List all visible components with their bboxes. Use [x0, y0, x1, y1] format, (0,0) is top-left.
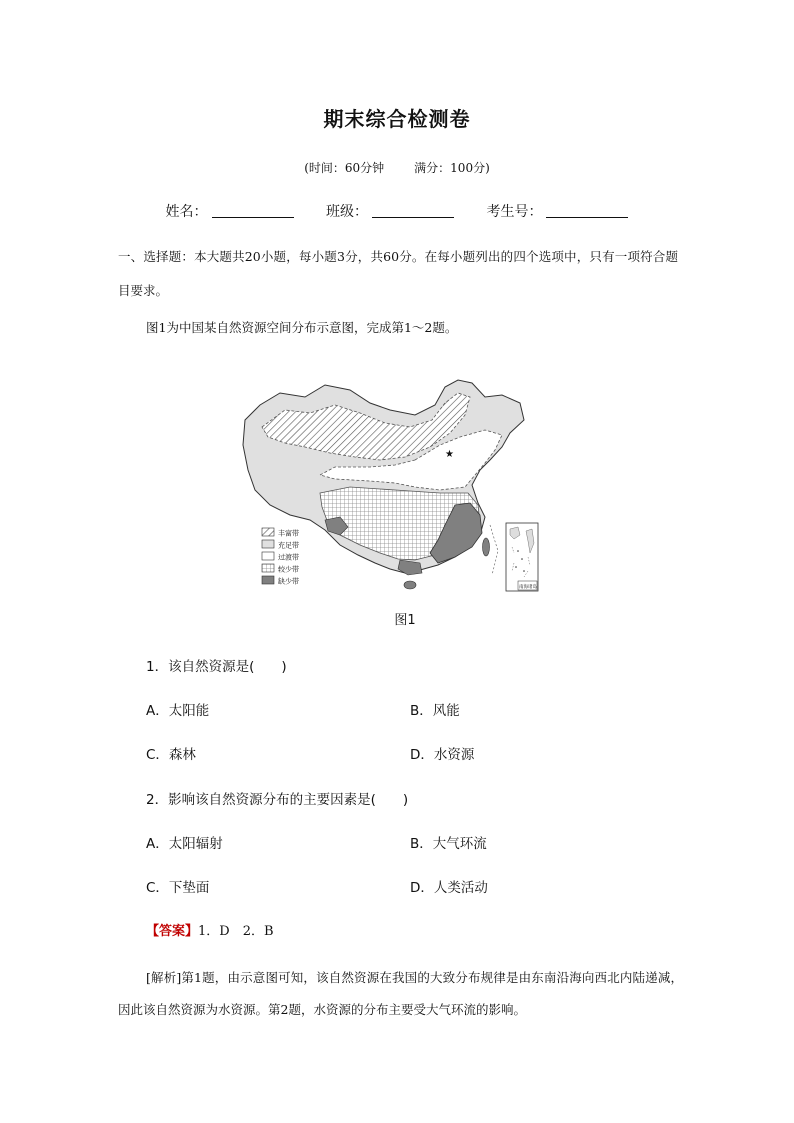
answer-tag: 【答案】	[146, 924, 199, 939]
legend-swatch-rich	[262, 528, 274, 536]
legend-swatch-sufficient	[262, 540, 274, 548]
analysis-text: [解析]第1题，由示意图可知，该自然资源在我国的大致分布规律是由东南沿海向西北内陆递减，因此该自然资源为水资源。第2题，水资源的分布主要受大气环流的影响。	[118, 970, 683, 1017]
q1-option-b[interactable]: B．风能	[410, 703, 460, 719]
name-blank[interactable]	[212, 217, 294, 218]
legend-swatch-transition	[262, 552, 274, 560]
legend-label-sufficient: 充足带	[278, 541, 299, 550]
legend-label-rich: 丰富带	[278, 529, 299, 538]
question-2-stem: 2．影响该自然资源分布的主要因素是( )	[146, 792, 409, 808]
exam-number-label: 考生号：	[486, 204, 543, 220]
student-info-fields	[0, 201, 794, 221]
q2-option-d[interactable]: D．人类活动	[410, 880, 488, 896]
exam-number-blank[interactable]	[546, 217, 628, 218]
south-china-sea-inset	[506, 523, 538, 591]
name-label: 姓名：	[165, 204, 208, 220]
name-field[interactable]	[166, 201, 294, 221]
legend-swatch-lacking	[262, 576, 274, 584]
map-taiwan	[483, 538, 490, 556]
section-heading: 一、选择题：本大题共20小题，每小题3分，共60分。在每小题列出的四个选项中，只有一项符合题目要求。	[118, 249, 678, 298]
class-label: 班级：	[326, 204, 368, 220]
q2-option-a[interactable]: A．太阳辐射	[146, 836, 223, 852]
question-1-stem: 1．该自然资源是( )	[146, 659, 287, 675]
exam-time: (时间：60分钟	[304, 161, 385, 175]
q2-option-b[interactable]: B．大气环流	[410, 836, 487, 852]
question-intro: 图1为中国某自然资源空间分布示意图，完成第1～2题。	[146, 320, 458, 335]
answer-line	[146, 920, 274, 939]
inset-label: 南海诸岛	[519, 585, 537, 590]
china-resource-map	[240, 375, 540, 597]
answer-text: 1．D 2．B	[198, 924, 274, 939]
legend-label-lacking: 缺少带	[278, 577, 299, 586]
exam-number-field[interactable]	[486, 201, 628, 221]
legend-swatch-less	[262, 564, 274, 572]
q1-option-a[interactable]: A．太阳能	[146, 703, 210, 719]
capital-star-icon: ★	[445, 449, 454, 460]
map-legend	[262, 528, 299, 586]
class-field[interactable]	[326, 201, 454, 221]
q2-option-c[interactable]: C．下垫面	[146, 880, 210, 896]
map-hainan	[404, 581, 416, 589]
figure-caption: 图1	[394, 613, 416, 628]
exam-info	[0, 159, 794, 176]
legend-label-less: 较少带	[278, 565, 299, 574]
legend-label-transition: 过渡带	[278, 553, 299, 562]
q1-option-c[interactable]: C．森林	[146, 747, 196, 763]
q1-option-d[interactable]: D．水资源	[410, 747, 475, 763]
exam-score: 满分：100分)	[414, 161, 490, 175]
class-blank[interactable]	[372, 217, 454, 218]
page-title: 期末综合检测卷	[323, 107, 471, 131]
